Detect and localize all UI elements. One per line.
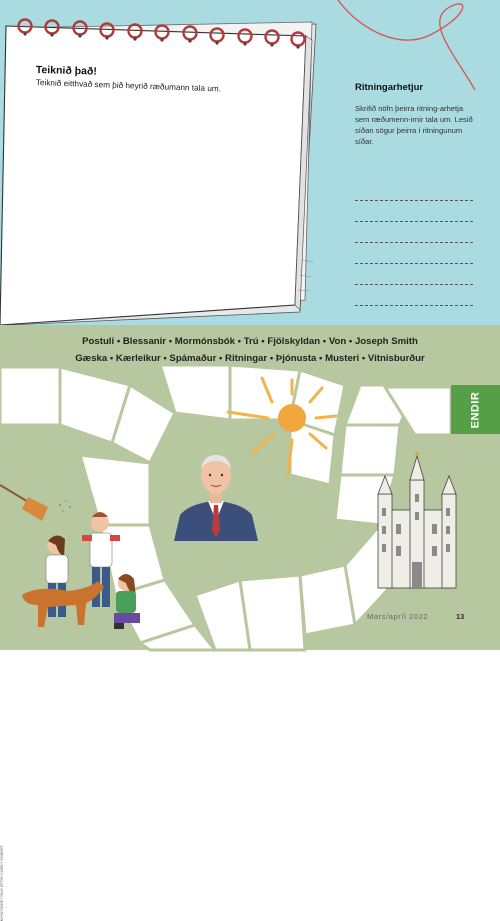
end-label: ENDIR [469,391,482,428]
word-item: Blessanir [122,336,167,347]
page-number: 13 [456,612,465,621]
word-item: Postuli [82,336,115,347]
draw-it-title: Teiknið það! [35,64,98,78]
write-line[interactable] [355,222,473,243]
write-line[interactable] [355,180,473,201]
scripture-heroes-title: Ritningarhetjur [355,82,424,93]
write-line[interactable] [355,243,473,264]
separator: • [319,353,323,364]
temple-illustration [372,450,462,590]
scripture-heroes-instruction: Skrifið nöfn þeirra ritning-arhetja sem ræðumenn-irnir tala um. Lesið síðan sögur þeirra í ritningunum síðar. [355,104,473,146]
word-item: Vitnisburður [367,353,425,364]
separator: • [348,336,353,347]
word-item: Trú [243,336,259,347]
illustration-credit: MYNDSKREYTING EFTIR COREY EGBERT [0,845,4,921]
write-line[interactable] [355,285,473,306]
separator: • [219,353,223,364]
separator: • [163,353,167,364]
separator: • [168,336,173,347]
separator: • [269,353,274,364]
word-list [0,333,500,367]
separator: • [237,336,242,347]
write-line[interactable] [355,201,473,222]
word-item: Kærleikur [115,353,161,364]
word-list-row-2 [0,350,500,367]
word-item: Musteri [325,353,360,364]
top-section [0,0,500,325]
word-item: Joseph Smith [354,336,418,347]
word-item: Gæska [75,353,108,364]
game-board-section [0,325,500,921]
word-item: Fjölskyldan [267,336,321,347]
word-item: Mormónsbók [174,336,235,347]
end-tab [451,385,500,434]
separator: • [116,336,121,347]
separator: • [109,353,114,364]
word-list-row-1 [0,333,500,350]
separator: • [261,336,265,347]
speaker-portrait [170,445,262,541]
separator: • [361,353,366,364]
issue-date: Mars/apríl 2022 [367,612,429,621]
draw-it-instruction: Teiknið eitthvað sem þið heyrið ræðumann tala um. [35,78,222,94]
word-item: Þjónusta [275,353,317,364]
word-item: Ritningar [225,353,268,364]
word-item: Spámaður [169,353,217,364]
write-in-lines [355,180,473,306]
word-item: Von [328,336,347,347]
family-with-dog [18,505,163,635]
separator: • [322,336,327,347]
write-line[interactable] [355,264,473,285]
